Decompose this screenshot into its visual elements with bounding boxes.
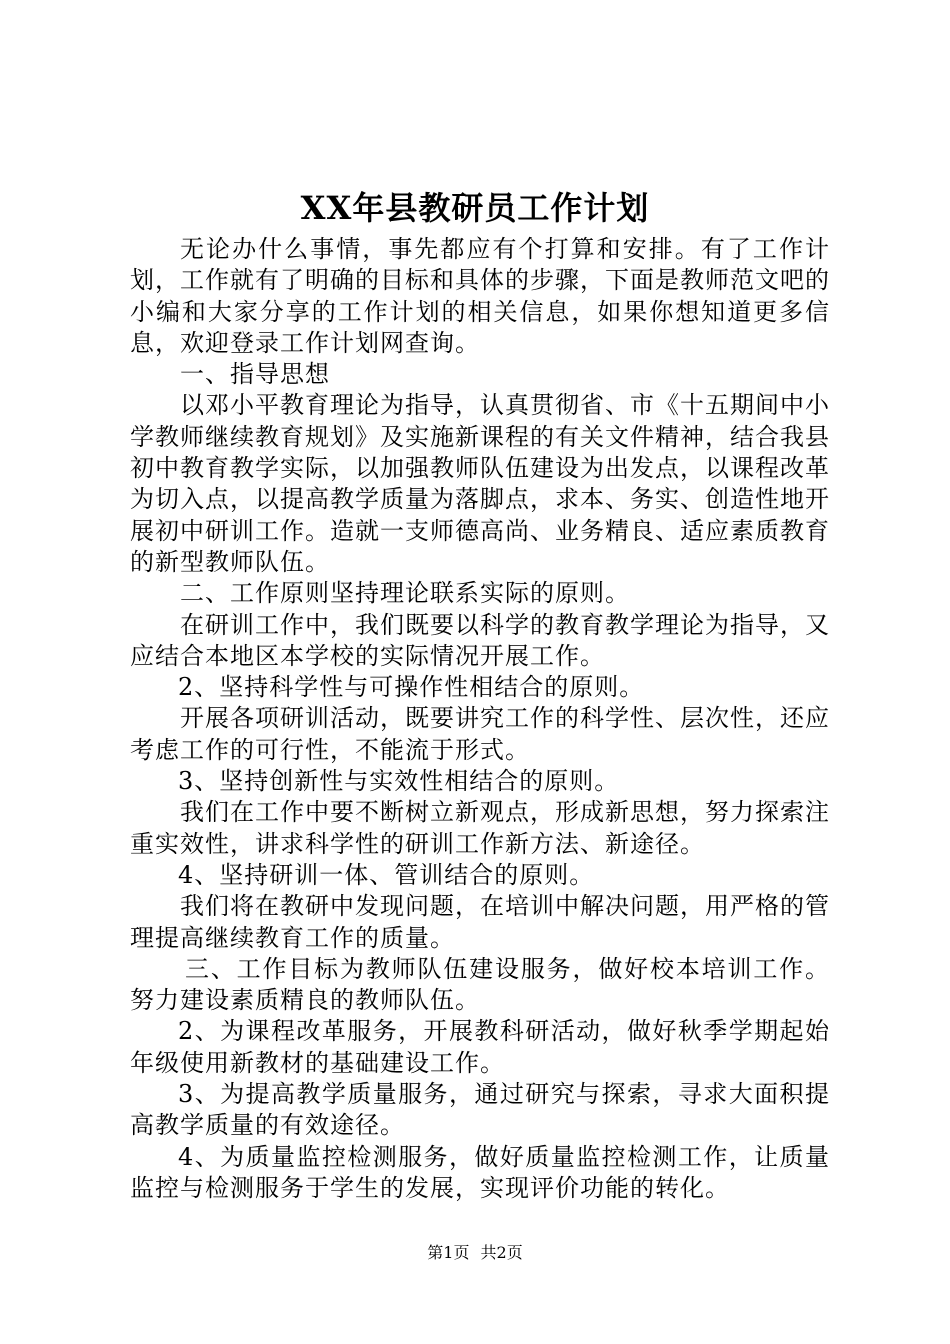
page-number: 第1页	[427, 1243, 470, 1262]
section-heading-work-principles: 二、工作原则坚持理论联系实际的原则。	[180, 579, 630, 608]
principle-2-heading: 2、坚持科学性与可操作性相结合的原则。	[178, 673, 645, 702]
goal-3-paragraph: 3、为提高教学质量服务，通过研究与探索，寻求大面积提高教学质量的有效途径。	[130, 1080, 830, 1140]
principle-4-heading: 4、坚持研训一体、管训结合的原则。	[178, 860, 595, 889]
principle-4-paragraph: 我们将在教研中发现问题，在培训中解决问题，用严格的管理提高继续教育工作的质量。	[130, 892, 830, 952]
principle-1-paragraph: 在研训工作中，我们既要以科学的教育教学理论为指导，又应结合本地区本学校的实际情况开展工作。	[130, 610, 830, 670]
goal-4-paragraph: 4、为质量监控检测服务，做好质量监控检测工作，让质量监控与检测服务于学生的发展，实现评价功能的转化。	[130, 1142, 830, 1202]
section-heading-work-goals: 三、工作目标为教师队伍建设服务，做好校本培训工作。努力建设素质精良的教师队伍。	[130, 954, 830, 1015]
principle-3-heading: 3、坚持创新性与实效性相结合的原则。	[178, 767, 620, 796]
guiding-thought-paragraph: 以邓小平教育理论为指导，认真贯彻省、市《十五期间中小学教师继续教育规划》及实施新课程的有关文件精神，结合我县初中教育教学实际，以加强教师队伍建设为出发点，以课程改革为切入点，以提高教学质量为落脚点，求本、务实、创造性地开展初中研训工作。造就一支师德高尚、业务精良、适应素质教育的新型教师队伍。	[130, 391, 830, 576]
principle-2-paragraph: 开展各项研训活动，既要讲究工作的科学性、层次性，还应考虑工作的可行性，不能流于形式。	[130, 704, 830, 764]
document-body	[130, 234, 830, 1204]
section-heading-guiding-thought: 一、指导思想	[180, 360, 330, 389]
intro-paragraph: 无论办什么事情，事先都应有个打算和安排。有了工作计划，工作就有了明确的目标和具体的步骤，下面是教师范文吧的小编和大家分享的工作计划的相关信息，如果你想知道更多信息，欢迎登录工作计划网查询。	[130, 235, 830, 357]
page-count: 共2页	[480, 1243, 523, 1262]
document-title: XX年县教研员工作计划	[300, 189, 650, 227]
principle-3-paragraph: 我们在工作中要不断树立新观点，形成新思想，努力探索注重实效性，讲求科学性的研训工作新方法、新途径。	[130, 798, 830, 858]
goal-2-paragraph: 2、为课程改革服务，开展教科研活动，做好秋季学期起始年级使用新教材的基础建设工作。	[130, 1017, 830, 1077]
page-footer	[0, 1242, 950, 1264]
